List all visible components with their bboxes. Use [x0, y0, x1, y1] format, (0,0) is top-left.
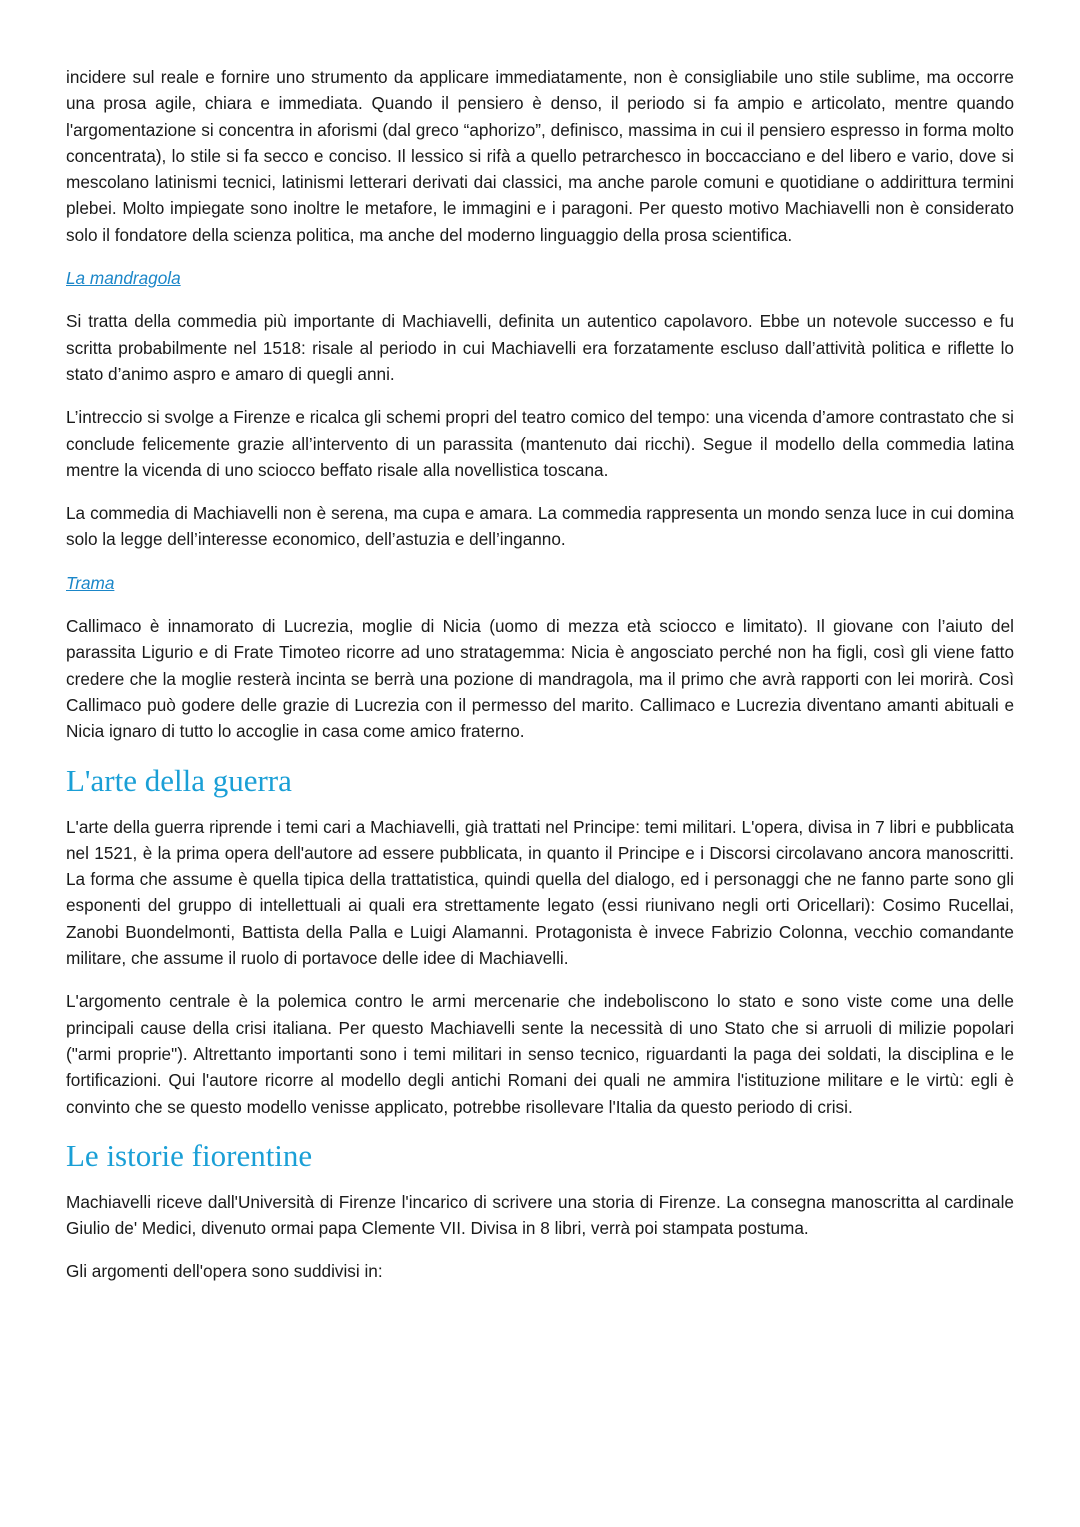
arte-guerra-paragraph-1: L'arte della guerra riprende i temi cari a Machiavelli, già trattati nel Principe: temi militari. L'opera, divisa in 7 libri e pubblicata nel 1521, è la prima opera dell'autore ad essere pubblicata, in quanto il Principe e i Discorsi circolavano ancora manoscritti. La forma che assume è quella tipica della trattatistica, quindi quella del dialogo, ed i personaggi che ne fanno parte sono gli esponenti del gruppo di intellettuali ai quali era strettamente legato (essi riunivano negli orti Oricellari): Cosimo Rucellai, Zanobi Buondelmonti, Battista della Palla e Luigi Alamanni. Protagonista è invece Fabrizio Colonna, vecchio comandante militare, che assume il ruolo di portavoce delle idee di Machiavelli.	[66, 816, 1014, 969]
mandragola-paragraph-1: Si tratta della commedia più importante di Machiavelli, definita un autentico capolavoro. Ebbe un notevole successo e fu scritta probabilmente nel 1518: risale al periodo in cui Machiavelli era forzatamente escluso dall’attività politica e riflette lo stato d’animo aspro e amaro di quegli anni.	[66, 311, 1014, 384]
document-page	[66, 64, 1014, 1302]
arte-guerra-heading: L'arte della guerra	[66, 762, 292, 798]
trama-paragraph: Callimaco è innamorato di Lucrezia, moglie di Nicia (uomo di mezza età sciocco e limitato). Il giovane con l’aiuto del parassita Ligurio e di Frate Timoteo ricorre ad uno stratagemma: Nicia è angosciato perché non ha figli, così gli viene fatto credere che la moglie resterà incinta se berrà una pozione di mandragola, ma il primo che avrà rapporti con lei morirà. Così Callimaco può godere delle grazie di Lucrezia con il permesso del marito. Callimaco e Lucrezia diventano amanti abituali e Nicia ignaro di tutto lo accoglie in casa come amico fraterno.	[66, 616, 1014, 742]
mandragola-paragraph-3: La commedia di Machiavelli non è serena, ma cupa e amara. La commedia rappresenta un mondo senza luce in cui domina solo la legge dell’interesse economico, dell’astuzia e dell’inganno.	[66, 503, 1014, 550]
arte-guerra-paragraph-2: L'argomento centrale è la polemica contro le armi mercenarie che indeboliscono lo stato e sono viste come una delle principali cause della crisi italiana. Per questo Machiavelli sente la necessità di uno Stato che si arruoli di milizie popolari ("armi proprie"). Altrettanto importanti sono i temi militari in senso tecnico, riguardanti la paga dei soldati, la disciplina e le fortificazioni. Qui l'autore ricorre al modello degli antichi Romani dei quali ne ammira l'istituzione militare e le virtù: egli è convinto che se questo modello venisse applicato, potrebbe risollevare l'Italia da questo periodo di crisi.	[66, 991, 1014, 1117]
istorie-paragraph-1: Machiavelli riceve dall'Università di Firenze l'incarico di scrivere una storia di Firenze. La consegna manoscritta al cardinale Giulio de' Medici, divenuto ormai papa Clemente VII. Divisa in 8 libri, verrà poi stampata postuma.	[66, 1191, 1014, 1239]
intro-paragraph: incidere sul reale e fornire uno strumento da applicare immediatamente, non è consigliabile uno stile sublime, ma occorre una prosa agile, chiara e immediata. Quando il pensiero è denso, il periodo si fa ampio e articolato, mentre quando l'argomentazione si concentra in aforismi (dal greco “aphorizo”, definisco, massima in cui il pensiero espresso in forma molto concentrata), lo stile si fa secco e conciso. Il lessico si rifà a quello petrarchesco in boccacciano e del libero e vario, dove si mescolano latinismi tecnici, latinismi letterari derivati dai classici, ma anche parole comuni e quotidiane o addirittura termini plebei. Molto impiegate sono inoltre le metafore, le immagini e i paragoni. Per questo motivo Machiavelli non è considerato solo il fondatore della scienza politica, ma anche del moderno linguaggio della prosa scientifica.	[66, 67, 1014, 245]
istorie-heading: Le istorie fiorentine	[66, 1137, 313, 1173]
mandragola-subheading[interactable]: La mandragola	[66, 268, 181, 289]
trama-subheading[interactable]: Trama	[66, 572, 115, 593]
mandragola-paragraph-2: L’intreccio si svolge a Firenze e ricalca gli schemi propri del teatro comico del tempo: una vicenda d’amore contrastato che si conclude felicemente grazie all’intervento di un parassita (mantenuto dai ricchi). Segue il modello della commedia latina mentre la vicenda di uno sciocco beffato risale alla novellistica toscana.	[66, 407, 1014, 480]
istorie-paragraph-2: Gli argomenti dell'opera sono suddivisi in:	[66, 1261, 383, 1282]
